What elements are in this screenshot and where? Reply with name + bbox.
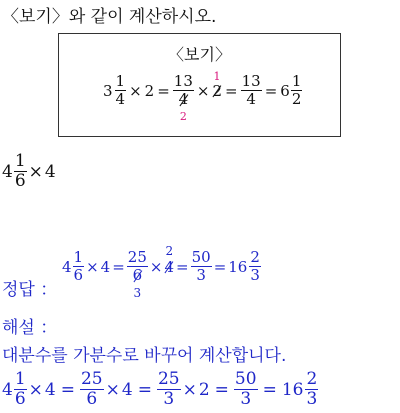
ans-frac-2: 25 6 3	[127, 248, 147, 300]
ans-cancel-den-result: 3	[133, 286, 142, 300]
ex-cancel-den-result: 2	[179, 110, 187, 123]
explanation-label: 해설 ：	[2, 318, 58, 338]
ans-frac-1: $\frac{1}{6}$	[73, 248, 84, 284]
exp-frac-3: $\frac{25}{3}$	[157, 369, 180, 409]
problem-expression: 4 $\frac{1}{6}$ × 4	[2, 151, 56, 191]
explanation-equation: 4 $\frac{1}{6}$ × 4 = $\frac{25}{6}$ × 4 = $\frac{25}{3}$ × 2 = $\frac{50}{3}$ = 16 $\frac{2}{3}$	[2, 369, 318, 409]
ex-frac-2: 13 4 2	[173, 72, 193, 123]
ans-cancel-4: 4	[164, 257, 175, 276]
example-box	[58, 33, 341, 137]
ans-frac-3: $\frac{50}{3}$	[191, 248, 211, 284]
problem-frac: $\frac{1}{6}$	[14, 151, 26, 191]
ans-result-frac: $\frac{2}{3}$	[250, 248, 260, 284]
exp-frac-1: $\frac{1}{6}$	[14, 369, 26, 409]
exp-result-frac: $\frac{2}{3}$	[306, 369, 318, 409]
example-title: 〈보기〉	[168, 45, 231, 64]
exp-frac-4: $\frac{50}{3}$	[234, 369, 257, 409]
ex-result-frac: $\frac{1}{2}$	[291, 72, 302, 108]
ex-whole: 3	[103, 81, 113, 100]
ex-cancel-num-result: 1	[213, 69, 221, 83]
answer-label: 정답 ：	[2, 280, 58, 300]
ex-frac-1: $\frac{1}{4}$	[115, 72, 126, 108]
ex-cancel-4: 4	[178, 90, 189, 108]
example-equation: 3 $\frac{1}{4}$ × 2 = 13 4 2 × 2 1 = $\frac{13}{4}$ = 6 $\frac{1}{2}$	[103, 69, 302, 123]
explanation-text: 대분수를 가분수로 바꾸어 계산합니다.	[2, 346, 287, 366]
ans-cancel-6: 6	[132, 266, 143, 284]
ex-cancel-2: 2	[212, 81, 223, 100]
instruction-text: 〈보기〉와 같이 계산하시오.	[2, 7, 217, 27]
ans-cancel-num-result: 2	[165, 243, 174, 258]
answer-equation: 4 $\frac{1}{6}$ × 4 = 25 6 3 × 4 2 = $\frac{50}{3}$ = 16 $\frac{2}{3}$	[62, 243, 260, 300]
ex-frac-3: $\frac{13}{4}$	[241, 72, 261, 108]
exp-frac-2: $\frac{25}{6}$	[80, 369, 103, 409]
